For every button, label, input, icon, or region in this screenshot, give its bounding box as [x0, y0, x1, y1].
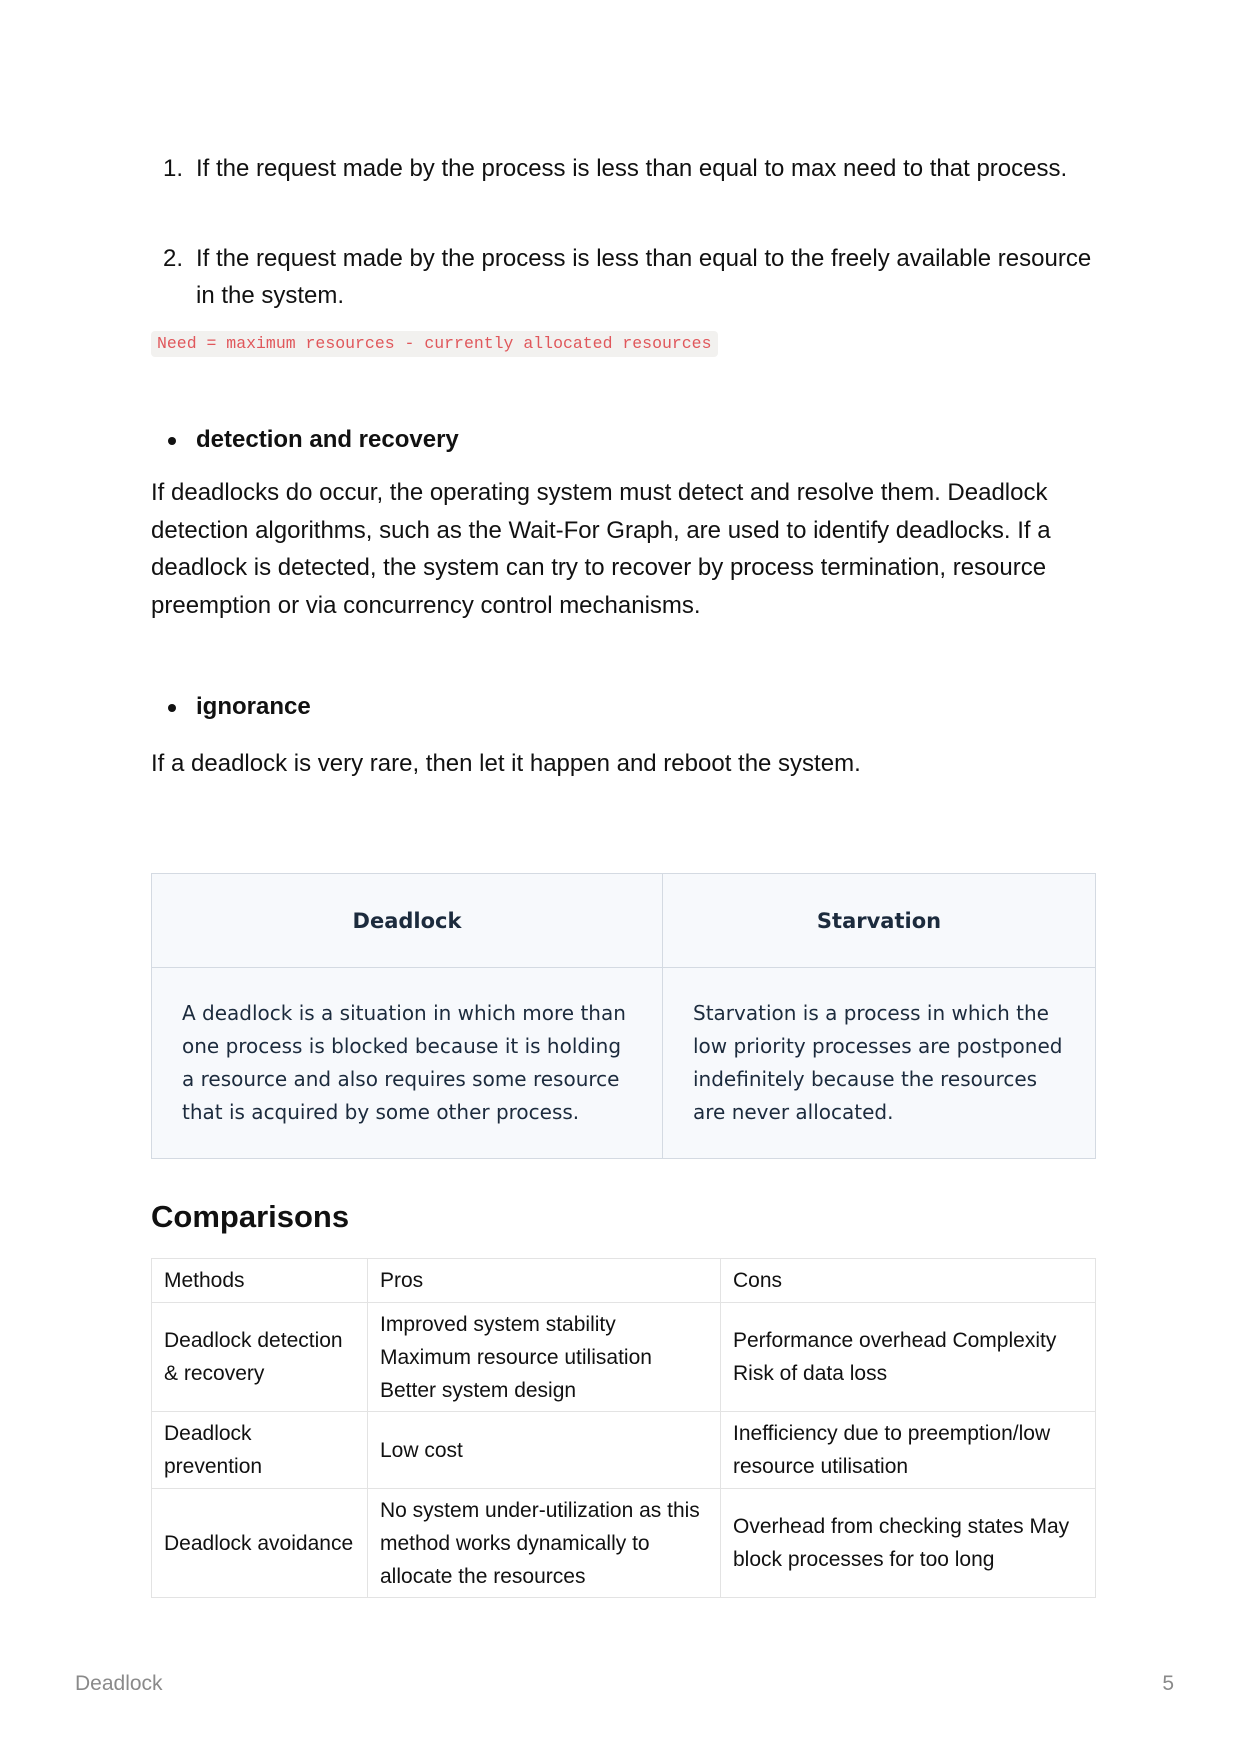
- table-header-row: [152, 1259, 1096, 1303]
- deadlock-starvation-table: [151, 873, 1096, 1159]
- list-item: [151, 240, 1096, 314]
- bullet-heading: ignorance: [196, 693, 311, 720]
- ignorance-paragraph: If a deadlock is very rare, then let it happen and reboot the system.: [151, 750, 861, 777]
- table-row: [152, 968, 1096, 1159]
- table-header-cell: Cons: [721, 1259, 1096, 1303]
- list-number: 1.: [163, 155, 184, 182]
- table-cell: Improved system stability Maximum resource utilisation Better system design: [368, 1303, 721, 1412]
- footer-page-number: 5: [1162, 1672, 1174, 1695]
- table-cell: Deadlock prevention: [152, 1412, 368, 1489]
- bullet-dot: [168, 704, 176, 712]
- table-header-row: [152, 874, 1096, 968]
- table-header-cell: Pros: [368, 1259, 721, 1303]
- list-item: [151, 150, 1096, 187]
- bullet-heading: detection and recovery: [196, 426, 459, 453]
- table-row: [152, 1303, 1096, 1412]
- table-row: [152, 1489, 1096, 1598]
- table-header-cell: Starvation: [663, 874, 1096, 968]
- table-header-cell: Deadlock: [152, 874, 663, 968]
- table-header-cell: Methods: [152, 1259, 368, 1303]
- table-cell: Overhead from checking states May block processes for too long: [721, 1489, 1096, 1598]
- code-formula: Need = maximum resources - currently allocated resources: [151, 331, 718, 357]
- bullet-ignorance: [151, 690, 1096, 724]
- table-cell: Low cost: [368, 1412, 721, 1489]
- comparisons-table: [151, 1258, 1096, 1598]
- footer-title: Deadlock: [75, 1672, 163, 1695]
- table-cell: Deadlock avoidance: [152, 1489, 368, 1598]
- bullet-dot: [168, 437, 176, 445]
- table-cell: Starvation is a process in which the low priority processes are postponed indefinitely because the resources are never allocated.: [663, 968, 1096, 1159]
- table-cell: Deadlock detection & recovery: [152, 1303, 368, 1412]
- list-item-text: If the request made by the process is less than equal to max need to that process.: [196, 155, 1068, 182]
- table-row: [152, 1412, 1096, 1489]
- section-heading: Comparisons: [151, 1199, 350, 1234]
- table-cell: Inefficiency due to preemption/low resource utilisation: [721, 1412, 1096, 1489]
- list-number: 2.: [163, 245, 184, 272]
- table-cell: A deadlock is a situation in which more than one process is blocked because it is holding a resource and also requires some resource that is acquired by some other process.: [152, 968, 663, 1159]
- table-cell: No system under-utilization as this method works dynamically to allocate the resources: [368, 1489, 721, 1598]
- table-cell: Performance overhead Complexity Risk of data loss: [721, 1303, 1096, 1412]
- bullet-detection-recovery: [151, 423, 1096, 457]
- list-item-text: If the request made by the process is less than equal to the freely available resource in the system.: [196, 245, 1092, 309]
- detection-paragraph: If deadlocks do occur, the operating system must detect and resolve them. Deadlock detection algorithms, such as the Wait-For Graph, are used to identify deadlocks. If a deadlock is detected, the system can try to recover by process termination, resource preemption or via concurrency control mechanisms.: [151, 479, 1051, 619]
